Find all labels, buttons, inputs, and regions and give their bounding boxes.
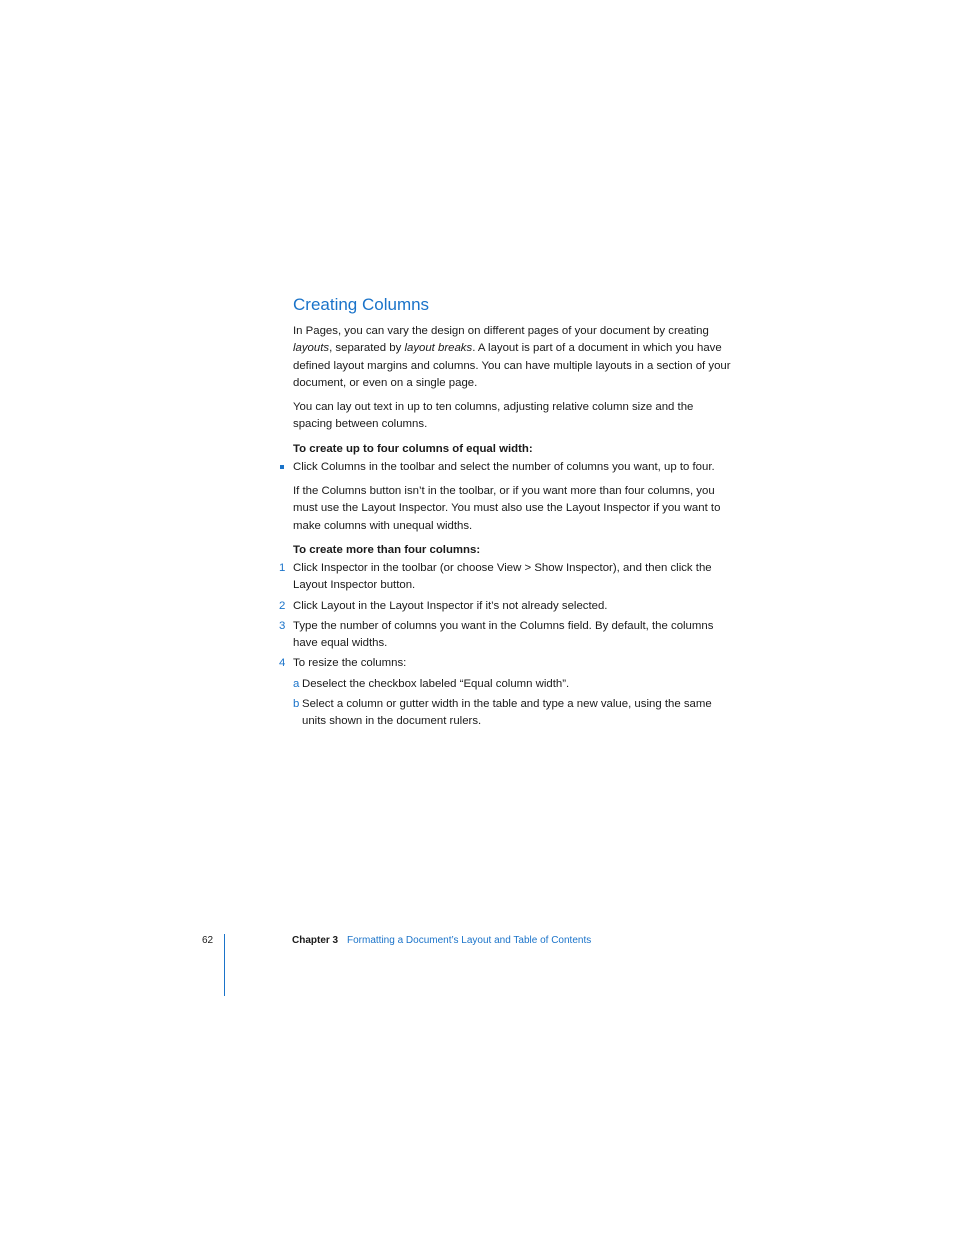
step-1	[279, 560, 733, 595]
step-number: 3	[279, 619, 286, 632]
substep-a	[293, 676, 733, 693]
task-title-equal-columns: To create up to four columns of equal width:	[293, 442, 533, 455]
note-paragraph: If the Columns button isn’t in the toolbar, or if you want more than four columns, you must use the Layout Inspector. You must also use the Layout Inspector if you want to make columns with unequal widths.	[293, 485, 721, 532]
bullet-item	[293, 459, 733, 476]
substep-b	[293, 696, 733, 731]
step-2	[279, 598, 733, 615]
page-number: 62	[202, 935, 214, 946]
substep-text: Select a column or gutter width in the table and type a new value, using the same units shown in the document rulers.	[302, 698, 712, 728]
intro-term-layouts: layouts	[293, 342, 330, 355]
footer-divider	[224, 934, 225, 996]
chapter-title: Formatting a Document’s Layout and Table of Contents	[347, 935, 592, 946]
intro-text-3: . A layout is part of a document in which you have defined layout margins and columns. You can have multiple layouts in a section of your document, or even on a single page.	[293, 342, 731, 389]
step-3	[279, 618, 733, 653]
substep-text: Deselect the checkbox labeled “Equal column width”.	[302, 677, 570, 690]
step-text: Click Inspector in the toolbar (or choose View > Show Inspector), and then click the Layout Inspector button.	[293, 561, 712, 592]
intro-term-layout-breaks: layout breaks	[404, 342, 473, 355]
chapter-label: Chapter 3	[292, 935, 339, 946]
step-number: 4	[279, 657, 286, 670]
bullet-text: Click Columns in the toolbar and select the number of columns you want, up to four.	[293, 460, 715, 473]
substep-letter: a	[293, 677, 300, 690]
step-number: 2	[279, 599, 286, 612]
step-text: Type the number of columns you want in the Columns field. By default, the columns have equal widths.	[293, 619, 714, 650]
step-text: Click Layout in the Layout Inspector if it’s not already selected.	[293, 599, 608, 612]
columns-paragraph: You can lay out text in up to ten columns, adjusting relative column size and the spacing between columns.	[293, 401, 694, 431]
substep-letter: b	[293, 698, 300, 711]
intro-paragraph	[293, 323, 733, 392]
main-content	[279, 294, 733, 734]
intro-text-1: In Pages, you can vary the design on different pages of your document by creating	[293, 325, 709, 337]
step-text: To resize the columns:	[293, 657, 407, 670]
bullet-square-icon	[280, 465, 284, 469]
step-4	[279, 655, 733, 672]
intro-text-2: , separated by	[329, 342, 405, 355]
task-title-more-columns: To create more than four columns:	[293, 543, 481, 556]
step-number: 1	[279, 561, 286, 574]
section-heading: Creating Columns	[293, 295, 430, 314]
